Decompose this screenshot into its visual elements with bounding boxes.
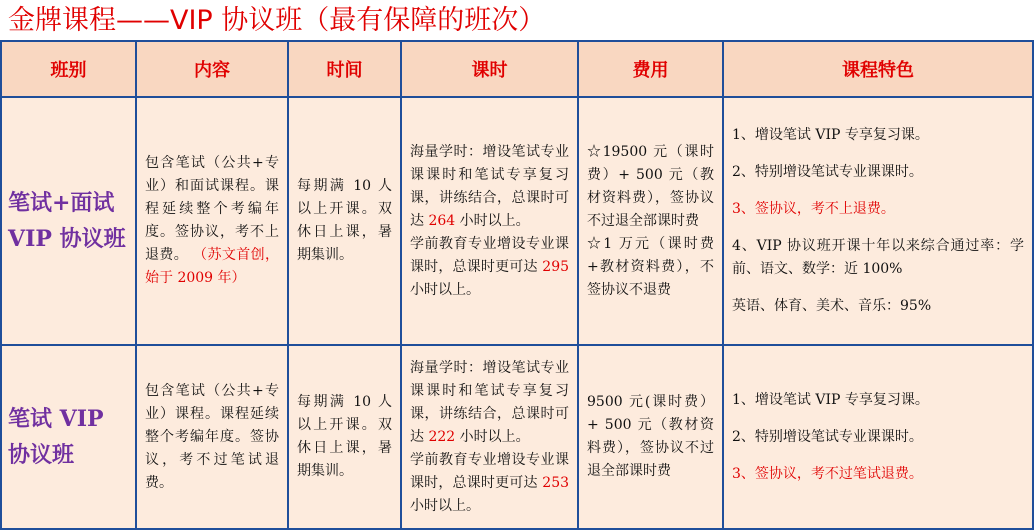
feature-item: 2、特别增设笔试专业课课时。 bbox=[732, 164, 923, 180]
hours-number-1: 264 bbox=[428, 212, 456, 229]
header-features: 课程特色 bbox=[723, 41, 1033, 97]
hours-cell bbox=[401, 97, 578, 345]
content-cell: 包含笔试（公共+专业）课程。课程延续整个考编年度。签协议，考不过笔试退费。 bbox=[136, 345, 288, 529]
hours-text-1: 海量学时：增设笔试专业课课时和笔试专享复习课，讲练结合，总课时可达 bbox=[410, 143, 569, 229]
page-title: 金牌课程——VIP 协议班（最有保障的班次） bbox=[8, 5, 546, 36]
hours-text-2: 学前教育专业增设专业课课时，总课时更可达 bbox=[410, 235, 569, 275]
hours-unit-2: 小时以上。 bbox=[410, 497, 480, 514]
feature-item: 1、增设笔试 VIP 专享复习课。 bbox=[732, 391, 929, 408]
content-highlight: （苏文首创，始于 2009 年） bbox=[145, 247, 280, 286]
feature-item: 3、签协议，考不上退费。 bbox=[732, 201, 895, 217]
table-header-row bbox=[1, 41, 1033, 97]
table-row bbox=[1, 97, 1033, 345]
hours-unit-1: 小时以上。 bbox=[459, 212, 530, 229]
header-time: 时间 bbox=[288, 41, 401, 97]
fee-option-1: 9500 元(课时费）+ 500 元（教材资料费），签协议不过退全部课时费 bbox=[587, 394, 714, 479]
hours-cell bbox=[401, 345, 578, 529]
class-name-cell: 笔试 VIP 协议班 bbox=[1, 345, 136, 529]
feature-item: 3、签协议，考不过笔试退费。 bbox=[732, 465, 923, 482]
header-hours: 课时 bbox=[401, 41, 578, 97]
fee-cell bbox=[578, 97, 723, 345]
feature-item: 2、特别增设笔试专业课课时。 bbox=[732, 428, 923, 445]
fee-cell bbox=[578, 345, 723, 529]
hours-number-2: 253 bbox=[542, 474, 570, 491]
fee-option-1: ☆19500 元（课时费）+ 500 元（教材资料费），签协议不过退全部课时费 bbox=[587, 143, 714, 229]
feature-item: 4、VIP 协议班开课十年以来综合通过率：学前、语文、数学：近 100% bbox=[732, 238, 1024, 277]
course-table bbox=[0, 40, 1034, 530]
table-row bbox=[1, 345, 1033, 529]
header-fee: 费用 bbox=[578, 41, 723, 97]
time-cell: 每期满 10 人以上开课。双休日上课，暑期集训。 bbox=[288, 345, 401, 529]
feature-item: 1、增设笔试 VIP 专享复习课。 bbox=[732, 127, 929, 143]
content-text: 包含笔试（公共+专业）和面试课程。课程延续整个考编年度。签协议，考不上退费。 bbox=[145, 155, 279, 263]
header-content: 内容 bbox=[136, 41, 288, 97]
content-cell bbox=[136, 97, 288, 345]
header-class: 班别 bbox=[1, 41, 136, 97]
features-cell bbox=[723, 97, 1033, 345]
hours-number-2: 295 bbox=[542, 258, 570, 275]
time-cell: 每期满 10 人以上开课。双休日上课，暑期集训。 bbox=[288, 97, 401, 345]
fee-option-2: ☆1 万元（课时费+教材资料费），不签协议不退费 bbox=[587, 235, 714, 298]
class-name-cell: 笔试+面试 VIP 协议班 bbox=[1, 97, 136, 345]
feature-item: 英语、体育、美术、音乐：95% bbox=[732, 298, 932, 314]
hours-number-1: 222 bbox=[428, 428, 456, 445]
hours-unit-1: 小时以上。 bbox=[459, 428, 530, 445]
hours-text-1: 海量学时：增设笔试专业课课时和笔试专享复习课，讲练结合，总课时可达 bbox=[410, 359, 569, 445]
hours-unit-2: 小时以上。 bbox=[410, 281, 480, 298]
features-cell bbox=[723, 345, 1033, 529]
hours-text-2: 学前教育专业增设专业课课时，总课时更可达 bbox=[410, 451, 569, 491]
